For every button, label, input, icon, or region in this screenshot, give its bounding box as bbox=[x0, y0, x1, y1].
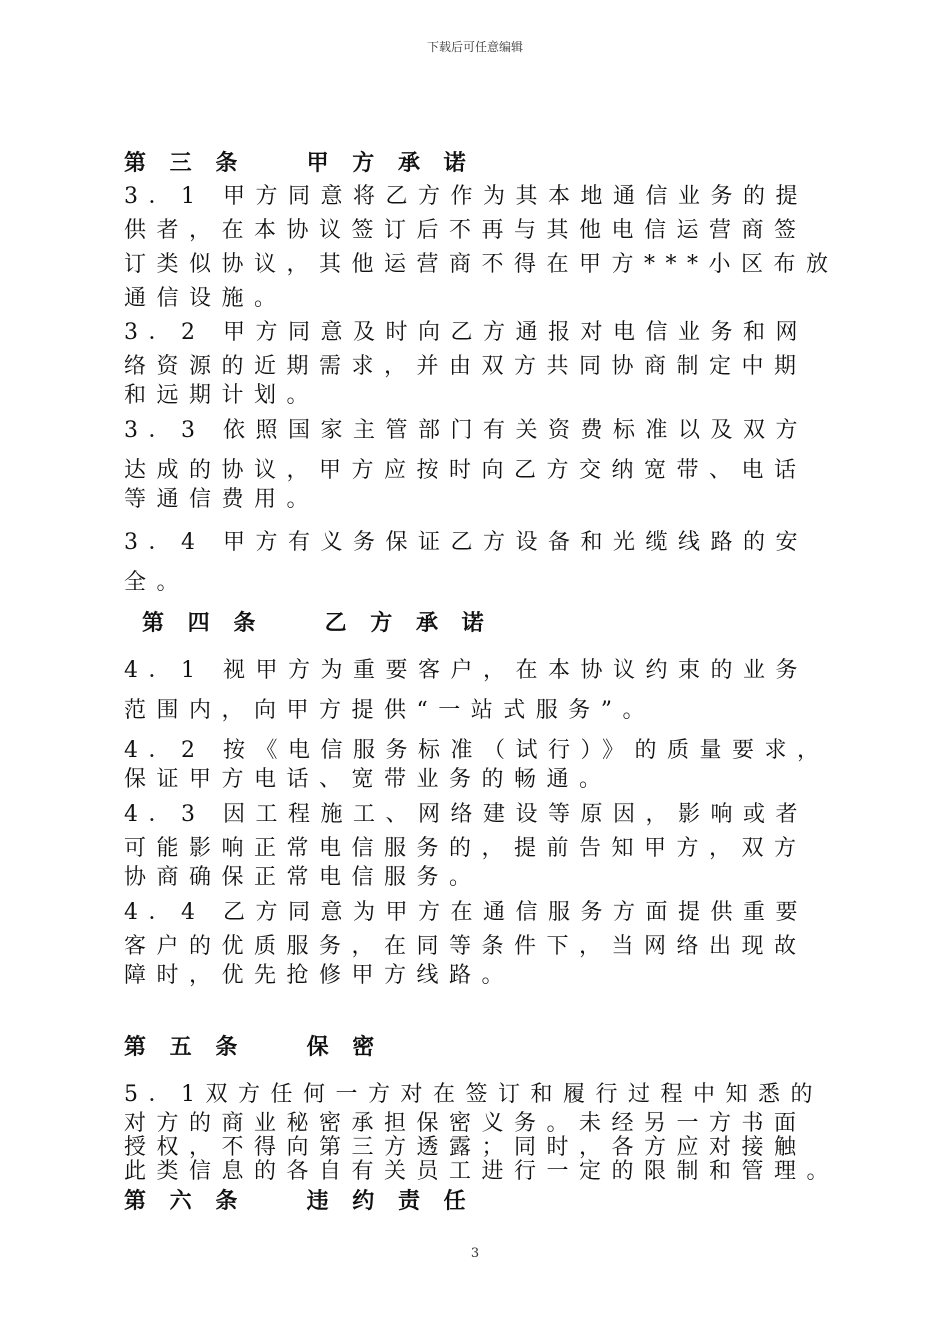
article-5-title: 第 五 条 保 密 bbox=[124, 1034, 383, 1060]
paragraph-line: 障时，优先抢修甲方线路。 bbox=[124, 963, 515, 988]
paragraph-line: 4．4 乙方同意为甲方在通信服务方面提供重要 bbox=[124, 900, 808, 925]
paragraph-line: 订类似协议，其他运营商不得在甲方***小区布放 bbox=[124, 252, 839, 277]
paragraph-line: 客户的优质服务，在同等条件下，当网络出现故 bbox=[124, 934, 807, 959]
paragraph-line: 保证甲方电话、宽带业务的畅通。 bbox=[124, 767, 612, 792]
paragraph-line: 协商确保正常电信服务。 bbox=[124, 865, 482, 890]
paragraph-line: 络资源的近期需求，并由双方共同协商制定中期 bbox=[124, 354, 807, 379]
paragraph-line: 通信设施。 bbox=[124, 286, 287, 311]
paragraph-line: 此类信息的各自有关员工进行一定的限制和管理。 bbox=[124, 1159, 840, 1184]
article-3-title: 第 三 条 甲 方 承 诺 bbox=[124, 150, 474, 176]
page-number: 3 bbox=[470, 1246, 480, 1261]
paragraph-line: 和远期计划。 bbox=[124, 383, 320, 408]
paragraph-line: 可能影响正常电信服务的，提前告知甲方，双方 bbox=[124, 836, 807, 861]
paragraph-line: 3．2 甲方同意及时向乙方通报对电信业务和网 bbox=[124, 320, 808, 345]
page-header: 下载后可任意编辑 bbox=[426, 40, 523, 54]
paragraph-line: 4．3 因工程施工、网络建设等原因，影响或者 bbox=[124, 802, 808, 827]
document-body bbox=[124, 146, 840, 1218]
article-6-title: 第 六 条 违 约 责 任 bbox=[124, 1188, 474, 1214]
paragraph-line: 4．1 视甲方为重要客户，在本协议约束的业务 bbox=[124, 658, 808, 683]
paragraph-line: 3．1 甲方同意将乙方作为其本地通信业务的提 bbox=[124, 184, 808, 209]
paragraph-line: 供者，在本协议签订后不再与其他电信运营商签 bbox=[124, 218, 807, 243]
paragraph-line: 对方的商业秘密承担保密义务。未经另一方书面 bbox=[124, 1111, 807, 1136]
paragraph-line: 全。 bbox=[124, 570, 190, 595]
paragraph-line: 范围内，向甲方提供“一站式服务”。 bbox=[124, 698, 655, 723]
article-4-title: 第 四 条 乙 方 承 诺 bbox=[142, 610, 492, 636]
paragraph-line: 授权，不得向第三方透露；同时，各方应对接触 bbox=[124, 1135, 807, 1160]
paragraph-line: 达成的协议，甲方应按时向乙方交纳宽带、电话 bbox=[124, 458, 807, 483]
paragraph-line: 5．1双方任何一方对在签订和履行过程中知悉的 bbox=[124, 1082, 823, 1107]
paragraph-line: 等通信费用。 bbox=[124, 487, 320, 512]
paragraph-line: 3．3 依照国家主管部门有关资费标准以及双方 bbox=[124, 418, 808, 443]
paragraph-line: 3．4 甲方有义务保证乙方设备和光缆线路的安 bbox=[124, 530, 808, 555]
paragraph-line: 4．2 按《电信服务标准（试行）》的质量要求， bbox=[124, 738, 830, 763]
